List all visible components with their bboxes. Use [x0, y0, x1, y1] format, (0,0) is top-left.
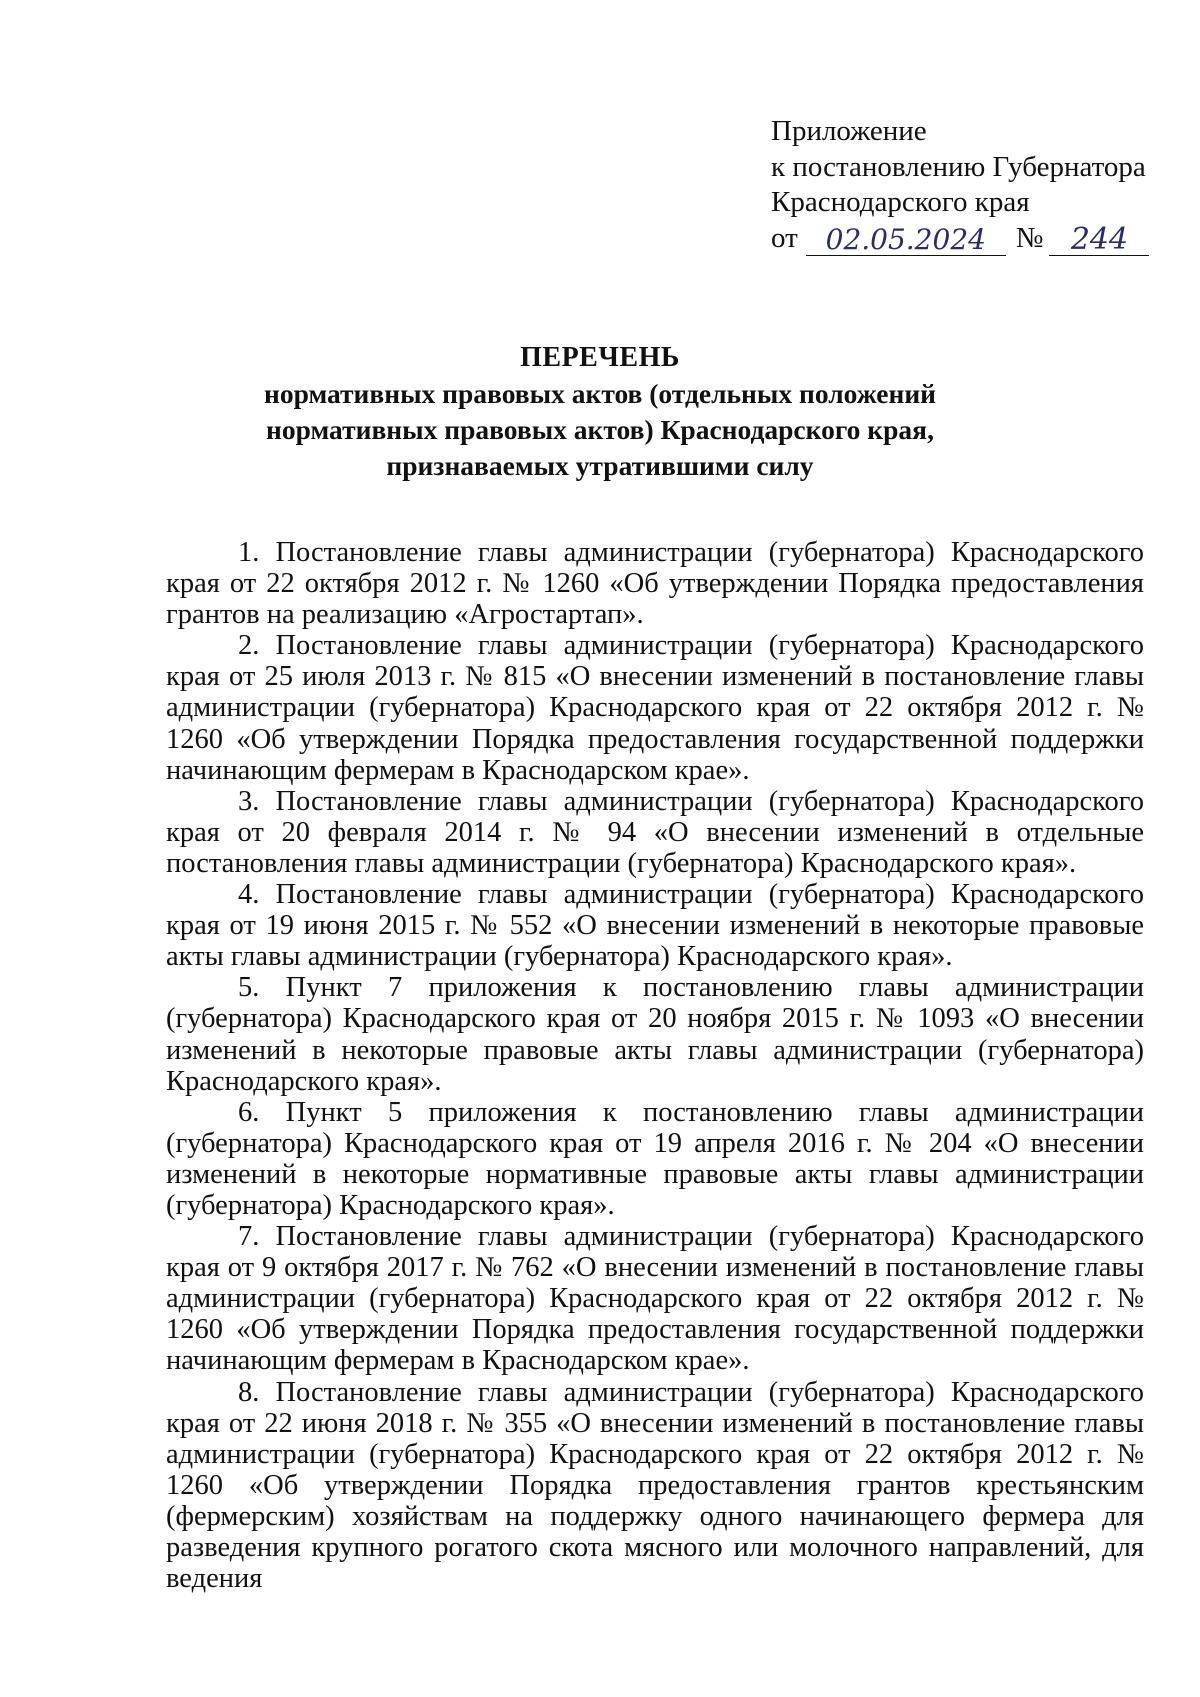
list-item: 2. Постановление главы администрации (губернатора) Краснодарского края от 25 июля 2013 г. № 815 «О внесении изменений в постановление главы администрации (губернатора) Краснодарского края от 22 октября 2012 г. № 1260 «Об утверждении Порядка предоставления государственной поддержки начинающим фермерам в Краснодарском крае». [166, 630, 1144, 786]
title-line-2: нормативных правовых актов) Краснодарского края, [266, 414, 934, 445]
appendix-block [771, 114, 1171, 256]
items-list [166, 537, 1144, 1594]
handwritten-date: 02.05.2024 [806, 225, 1006, 256]
list-item: 5. Пункт 7 приложения к постановлению главы администрации (губернатора) Краснодарского края от 20 ноября 2015 г. № 1093 «О внесении изменений в некоторые правовые акты главы администрации (губернатора) Краснодарского края». [166, 972, 1144, 1097]
title-main: ПЕРЕЧЕНЬ [520, 342, 680, 373]
appendix-date-number-line [771, 221, 1171, 257]
title-line-1: нормативных правовых актов (отдельных положений [263, 378, 937, 409]
list-item: 1. Постановление главы администрации (губернатора) Краснодарского края от 22 октября 2012 г. № 1260 «Об утверждении Порядка предоставления грантов на реализацию «Агростартап». [166, 537, 1144, 631]
list-item: 3. Постановление главы администрации (губернатора) Краснодарского края от 20 февраля 2014 г. № 94 «О внесении изменений в отдельные постановления главы администрации (губернатора) Краснодарского края». [166, 785, 1144, 879]
appendix-line-2: к постановлению Губернатора [771, 150, 1146, 183]
list-item: 4. Постановление главы администрации (губернатора) Краснодарского края от 19 июня 2015 г. № 552 «О внесении изменений в некоторые правовые акты главы администрации (губернатора) Краснодарского края». [166, 879, 1144, 973]
appendix-line-1: Приложение [771, 115, 927, 147]
number-label: № [1015, 221, 1044, 254]
document-title [150, 340, 1050, 484]
appendix-line-3: Краснодарского края [771, 186, 1030, 218]
from-label: от [771, 221, 798, 254]
list-item: 7. Постановление главы администрации (губернатора) Краснодарского края от 9 октября 2017 г. № 762 «О внесении изменений в постановление главы администрации (губернатора) Краснодарского края от 22 октября 2012 г. № 1260 «Об утверждении Порядка предоставления государственной поддержки начинающим фермерам в Краснодарском крае». [166, 1221, 1144, 1377]
title-line-3: признаваемых утратившими силу [386, 450, 814, 481]
list-item: 6. Пункт 5 приложения к постановлению главы администрации (губернатора) Краснодарского края от 19 апреля 2016 г. № 204 «О внесении изменений в некоторые нормативные правовые акты главы администрации (губернатора) Краснодарского края». [166, 1096, 1144, 1221]
list-item: 8. Постановление главы администрации (губернатора) Краснодарского края от 22 июня 2018 г. № 355 «О внесении изменений в постановление главы администрации (губернатора) Краснодарского края от 22 октября 2012 г. № 1260 «Об утверждении Порядка предоставления грантов крестьянским (фермерским) хозяйствам на поддержку одного начинающего фермера для разведения крупного рогатого скота мясного или молочного направлений, для ведения [166, 1376, 1144, 1595]
handwritten-number: 244 [1049, 225, 1149, 256]
